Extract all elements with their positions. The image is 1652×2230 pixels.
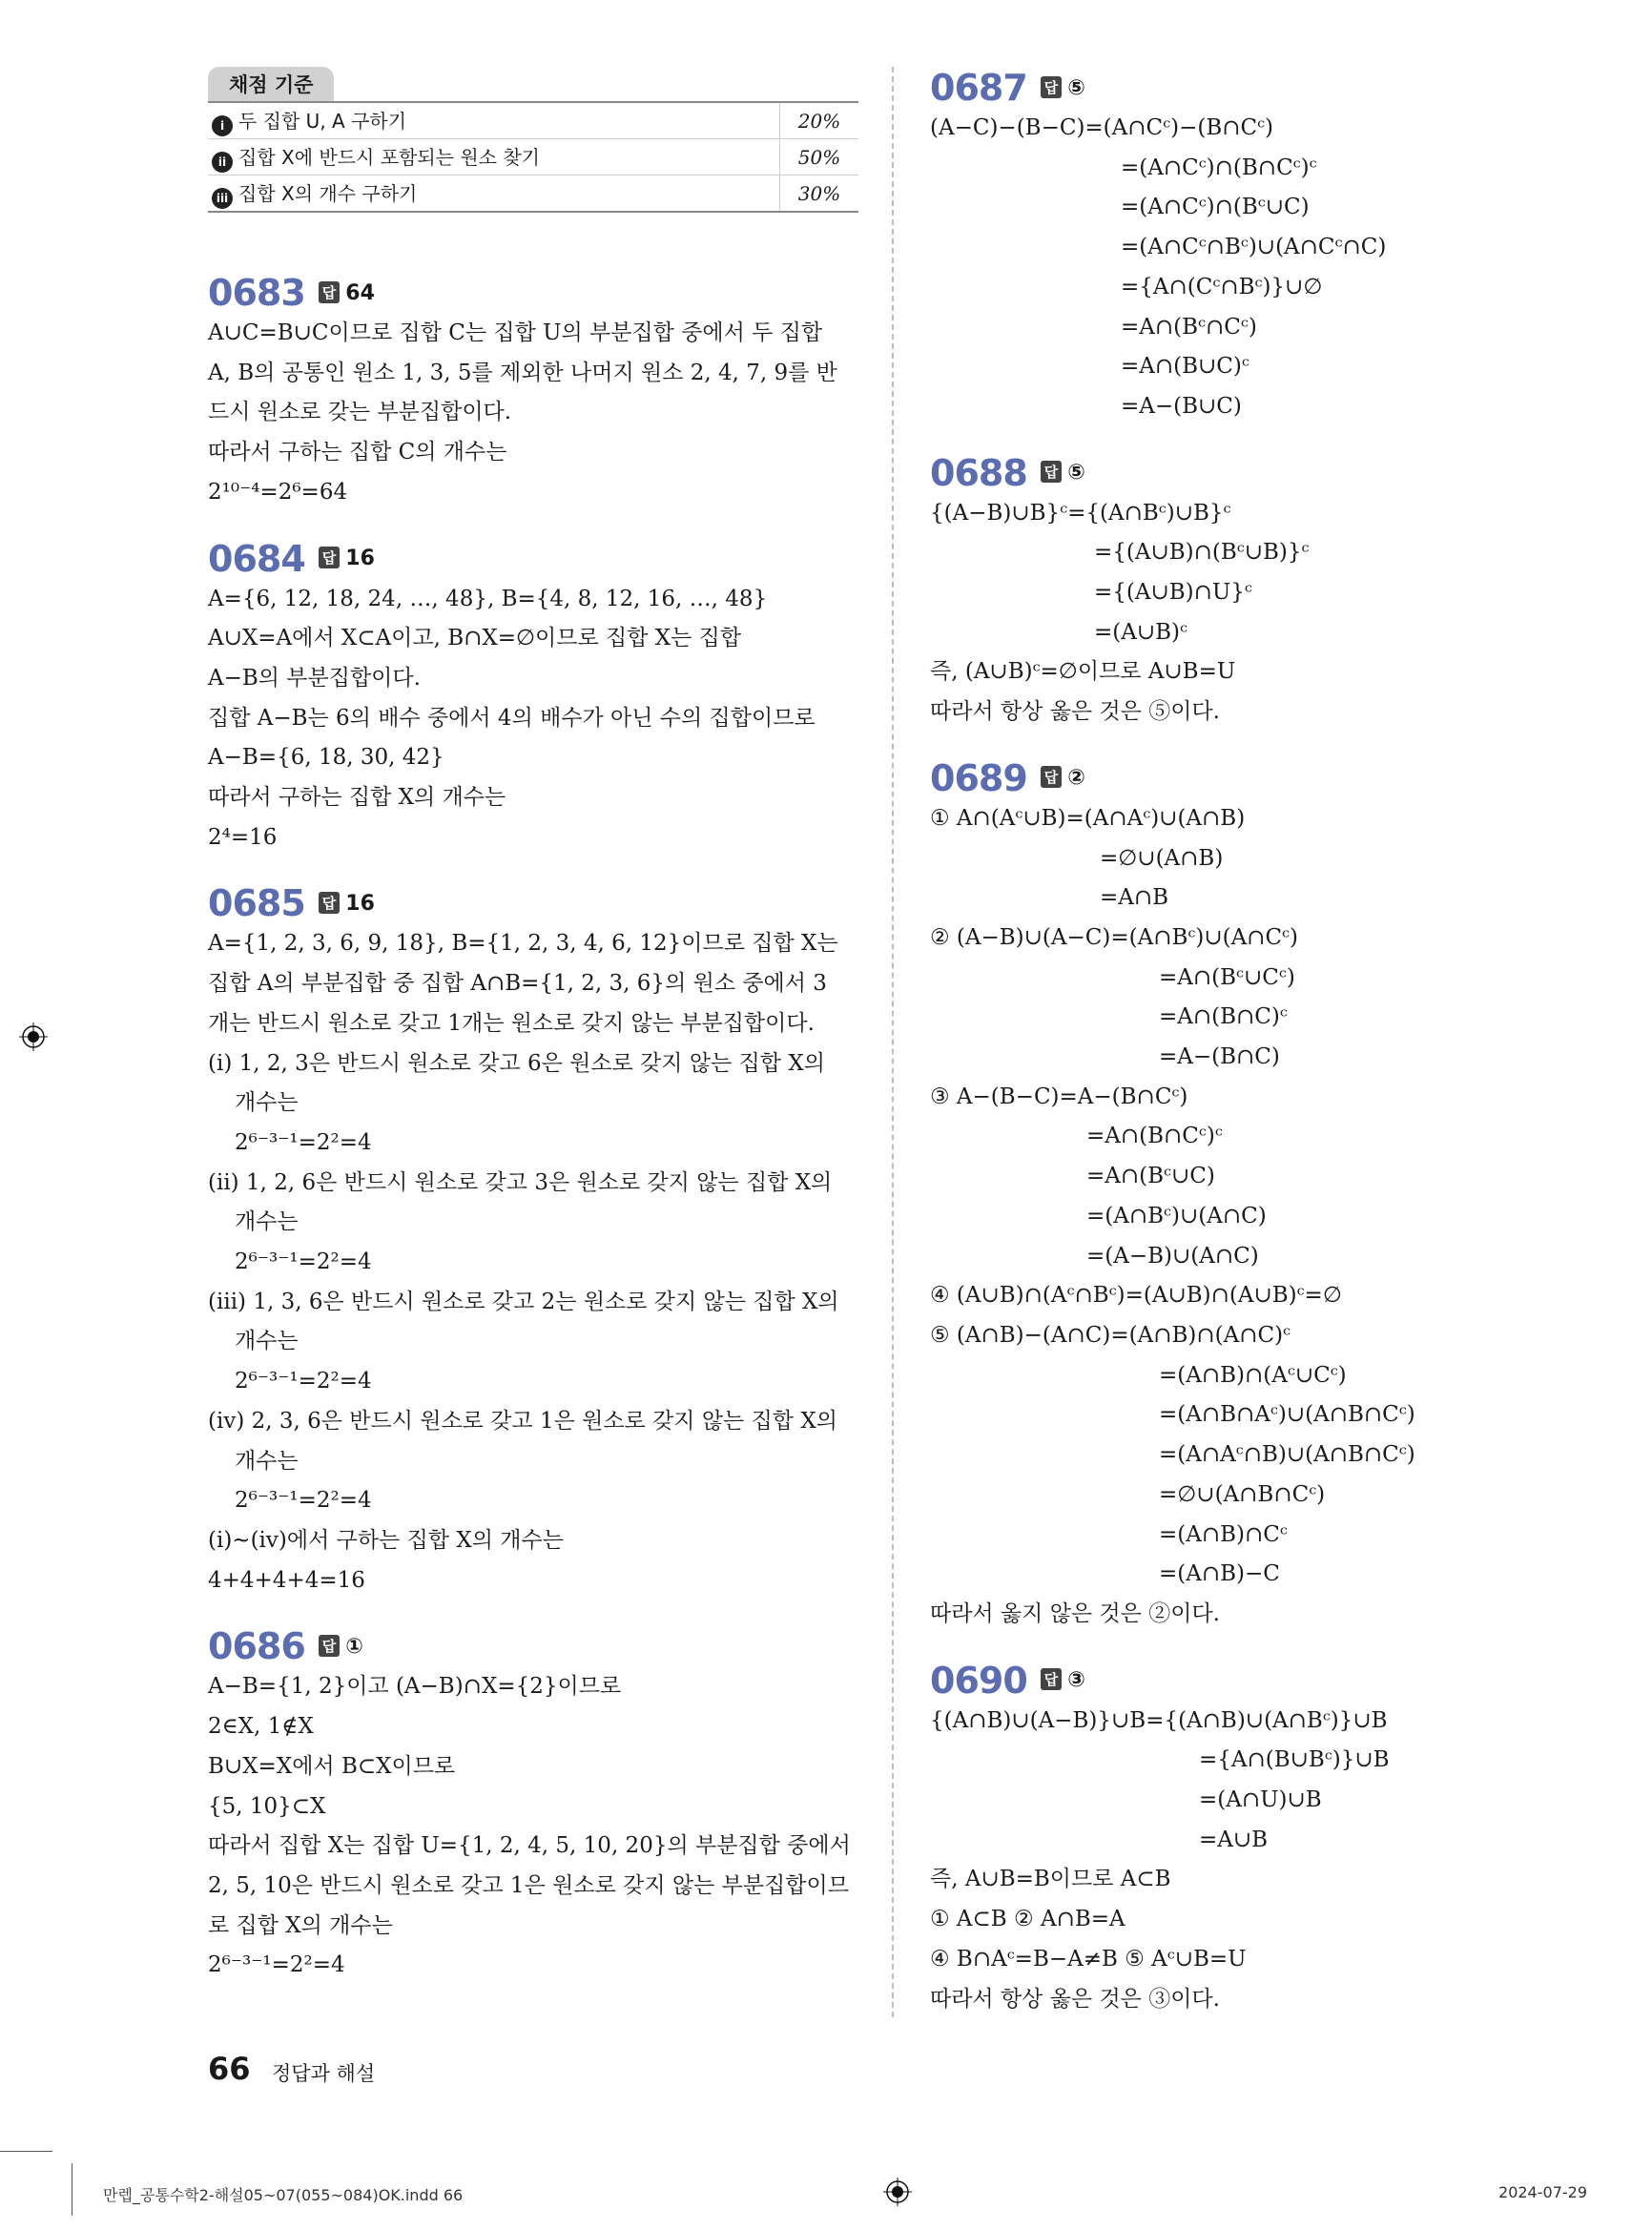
solution-line: =(A∩Cᶜ∩Bᶜ)∪(A∩Cᶜ∩C) (1121, 235, 1387, 260)
answer-tag: 답 (1041, 76, 1063, 98)
solution-line: =(A∩Bᶜ)∪(A∩C) (1086, 1203, 1267, 1229)
solution-line: ={A∩(Cᶜ∩Bᶜ)}∪∅ (1121, 274, 1323, 299)
solution-line: (ⅱ) 1, 2, 6은 반드시 원소로 갖고 3은 원소로 갖지 않는 집합 X의 (208, 1169, 833, 1195)
solution-line: (A−C)−(B−C)=(A∩Cᶜ)−(B∩Cᶜ) (930, 115, 1274, 140)
problem-header (930, 757, 1540, 799)
solution-line: 즉, (A∪B)ᶜ=∅이므로 A∪B=U (930, 659, 1236, 685)
solution-line: ② (A−B)∪(A−C)=(A∩Bᶜ)∪(A∩Cᶜ) (930, 924, 1298, 950)
solution-line: ⑤ (A∩B)−(A∩C)=(A∩B)∩(A∩C)ᶜ (930, 1322, 1291, 1348)
step-1-icon: i (212, 115, 233, 136)
answer-value: ③ (1067, 1668, 1085, 1693)
page-title: 정답과 해설 (272, 2062, 376, 2085)
solution-line: 드시 원소로 갖는 부분집합이다. (208, 400, 512, 425)
solution-line: =A∩(B∩C)ᶜ (1159, 1004, 1288, 1030)
problem-number: 0687 (930, 67, 1027, 109)
problem-header (208, 882, 858, 924)
solution-line: {(A∩B)∪(A−B)}∪B={(A∩B)∪(A∩Bᶜ)}∪B (930, 1707, 1388, 1733)
solution-line: A−B={6, 18, 30, 42} (208, 745, 444, 771)
problem-number: 0688 (930, 451, 1027, 494)
answer-tag: 답 (319, 892, 341, 914)
solution-line: =(A∪B)ᶜ (1094, 619, 1187, 645)
solution-line: A∪X=A에서 X⊂A이고, B∩X=∅이므로 집합 X는 집합 (208, 626, 742, 651)
answer-tag: 답 (1041, 766, 1063, 788)
solution-line: =(A−B)∪(A∩C) (1086, 1243, 1259, 1269)
solution-line: B∪X=X에서 B⊂X이므로 (208, 1753, 456, 1779)
rubric-row (208, 102, 858, 139)
problem-0684 (208, 538, 858, 858)
problem-header (930, 67, 1540, 109)
solution-line: =(A∩B)−C (1159, 1561, 1280, 1587)
problem-0690 (930, 1660, 1540, 2020)
solution-line: 개수는 (235, 1329, 299, 1354)
solution-line: =A∩(Bᶜ∪C) (1086, 1164, 1215, 1189)
rubric-item: 집합 X에 반드시 포함되는 원소 찾기 (238, 145, 540, 169)
solution-line: =(A∩Aᶜ∩B)∪(A∩B∩Cᶜ) (1159, 1442, 1415, 1468)
solution-line: =A∩(Bᶜ∩Cᶜ) (1121, 314, 1257, 340)
solution-line: 2⁴=16 (208, 824, 278, 850)
registration-mark-icon (883, 2178, 912, 2206)
solution-line: A={1, 2, 3, 6, 9, 18}, B={1, 2, 3, 4, 6, 12}이므로 집합 X는 (208, 931, 838, 957)
solution-line: ={A∩(B∪Bᶜ)}∪B (1199, 1747, 1390, 1773)
solution-line: 집합 A−B는 6의 배수 중에서 4의 배수가 아닌 수의 집합이므로 (208, 705, 816, 731)
solution-line: ={(A∪B)∩U}ᶜ (1094, 580, 1252, 606)
solution-line: (ⅰ)~(ⅳ)에서 구하는 집합 X의 개수는 (208, 1527, 564, 1553)
solution-line: 2∈X, 1∉X (208, 1714, 314, 1740)
problem-number: 0690 (930, 1659, 1027, 1702)
problem-0688 (930, 452, 1540, 733)
answer-badge (319, 892, 375, 916)
answer-value: 16 (345, 891, 375, 916)
column-divider (892, 67, 894, 2017)
problem-header (208, 272, 858, 314)
solution-line: 개수는 (235, 1209, 299, 1235)
solution-line: =A∩(B∪C)ᶜ (1121, 354, 1249, 380)
solution-line: 2⁶⁻³⁻¹=2²=4 (235, 1488, 372, 1514)
solution-line: ④ B∩Aᶜ=B−A≠B ⑤ Aᶜ∪B=U (930, 1946, 1247, 1972)
answer-badge (1041, 76, 1085, 100)
solution-line: {5, 10}⊂X (208, 1793, 326, 1819)
rubric-percent: 30% (780, 176, 859, 213)
solution-line: =∅∪(A∩B∩Cᶜ) (1159, 1481, 1326, 1507)
solution-line: ④ (A∪B)∩(Aᶜ∩Bᶜ)=(A∪B)∩(A∪B)ᶜ=∅ (930, 1283, 1342, 1309)
problem-number: 0689 (930, 756, 1027, 799)
answer-value: ① (345, 1634, 363, 1659)
right-column (930, 67, 1540, 2044)
registration-mark-icon (19, 1022, 48, 1051)
answer-value: ⑤ (1067, 75, 1085, 100)
grading-rubric (208, 67, 858, 213)
problem-0683 (208, 272, 858, 513)
answer-value: ② (1067, 766, 1085, 791)
solution-line: =A−(B∩C) (1159, 1044, 1280, 1070)
problem-number: 0686 (208, 1625, 305, 1668)
rubric-item: 집합 X의 개수 구하기 (238, 181, 418, 205)
answer-tag: 답 (319, 547, 341, 568)
answer-badge (319, 1635, 363, 1659)
solution-line: 개수는 (235, 1090, 299, 1116)
solution-line: =A∩(Bᶜ∪Cᶜ) (1159, 964, 1295, 990)
solution-line: 2⁶⁻³⁻¹=2²=4 (235, 1129, 372, 1155)
solution-line: =(A∩Cᶜ)∩(B∩Cᶜ)ᶜ (1121, 155, 1317, 180)
solution-line: =A−(B∪C) (1121, 393, 1242, 419)
solution-line: 로 집합 X의 개수는 (208, 1912, 393, 1938)
rubric-item: 두 집합 U, A 구하기 (238, 109, 407, 133)
answer-badge (1041, 766, 1085, 790)
rubric-percent: 50% (780, 139, 859, 176)
solution-line: (ⅰ) 1, 2, 3은 반드시 원소로 갖고 6은 원소로 갖지 않는 집합 X의 (208, 1050, 825, 1076)
solution-line: {(A−B)∪B}ᶜ={(A∩Bᶜ)∪B}ᶜ (930, 500, 1231, 526)
solution-line: =(A∩U)∪B (1199, 1787, 1322, 1813)
problem-header (208, 1625, 858, 1667)
solution-line: 따라서 항상 옳은 것은 ⑤이다. (930, 699, 1220, 725)
answer-tag: 답 (1041, 461, 1063, 483)
answer-badge (1041, 1668, 1085, 1692)
solution-line: (ⅲ) 1, 3, 6은 반드시 원소로 갖고 2는 원소로 갖지 않는 집합 X의 (208, 1289, 839, 1314)
solution-line: =∅∪(A∩B) (1100, 845, 1224, 871)
solution-line: ③ A−(B−C)=A−(B∩Cᶜ) (930, 1084, 1188, 1109)
page-number: 66 (208, 2051, 251, 2087)
rubric-table (208, 101, 858, 213)
solution-line: 따라서 옳지 않은 것은 ②이다. (930, 1600, 1220, 1626)
step-2-icon: ii (212, 152, 233, 173)
problem-0685 (208, 882, 858, 1600)
step-3-icon: iii (212, 188, 233, 209)
problem-0686 (208, 1625, 858, 1986)
solution-line: 집합 A의 부분집합 중 집합 A∩B={1, 2, 3, 6}의 원소 중에서 3 (208, 971, 827, 997)
solution-line: A, B의 공통인 원소 1, 3, 5를 제외한 나머지 원소 2, 4, 7, 9를 반 (208, 360, 837, 385)
answer-value: 16 (345, 547, 375, 571)
rubric-percent: 20% (780, 102, 859, 139)
solution-line: =A∪B (1199, 1827, 1269, 1852)
solution-line: 즉, A∪B=B이므로 A⊂B (930, 1867, 1171, 1892)
answer-tag: 답 (319, 281, 341, 303)
left-problem-list (208, 272, 858, 1986)
problem-number: 0685 (208, 882, 305, 925)
answer-badge (319, 547, 375, 570)
solution-line: 따라서 항상 옳은 것은 ③이다. (930, 1986, 1220, 2012)
solution-line: A−B={1, 2}이고 (A−B)∩X={2}이므로 (208, 1674, 622, 1700)
solution-line: =(A∩B)∩Cᶜ (1159, 1521, 1288, 1547)
rubric-row (208, 176, 858, 213)
crop-mark (0, 2151, 52, 2152)
answer-value: 64 (345, 280, 375, 305)
problem-header (930, 452, 1540, 494)
solution-line: =A∩B (1100, 885, 1169, 911)
problem-header (208, 538, 858, 580)
solution-line: A−B의 부분집합이다. (208, 665, 421, 691)
rubric-title: 채점 기준 (208, 67, 334, 101)
solution-line: 2¹⁰⁻⁴=2⁶=64 (208, 479, 348, 505)
solution-line: (ⅳ) 2, 3, 6은 반드시 원소로 갖고 1은 원소로 갖지 않는 집합 X의 (208, 1408, 837, 1434)
solution-line: =(A∩Cᶜ)∩(Bᶜ∪C) (1121, 195, 1310, 220)
right-problem-list (930, 67, 1540, 2019)
solution-line: 개수는 (235, 1448, 299, 1474)
file-slug: 만렙_공통수학2-해설05~07(055~084)OK.indd 66 (103, 2186, 464, 2204)
problem-0689 (930, 757, 1540, 1635)
solution-line: 따라서 집합 X는 집합 U={1, 2, 4, 5, 10, 20}의 부분집합 중에서 (208, 1833, 851, 1859)
solution-line: 따라서 구하는 집합 C의 개수는 (208, 440, 507, 465)
solution-line: A∪C=B∪C이므로 집합 C는 집합 U의 부분집합 중에서 두 집합 (208, 320, 823, 345)
rubric-row (208, 139, 858, 176)
answer-badge (319, 281, 375, 305)
solution-line: ① A∩(Aᶜ∪B)=(A∩Aᶜ)∪(A∩B) (930, 805, 1246, 831)
solution-line: ={(A∪B)∩(Bᶜ∪B)}ᶜ (1094, 540, 1310, 566)
problem-number: 0683 (208, 272, 305, 314)
solution-line: =(A∩B∩Aᶜ)∪(A∩B∩Cᶜ) (1159, 1402, 1415, 1428)
solution-line: 2⁶⁻³⁻¹=2²=4 (208, 1952, 345, 1978)
solution-line: 2⁶⁻³⁻¹=2²=4 (235, 1249, 372, 1275)
solution-line: =(A∩B)∩(Aᶜ∪Cᶜ) (1159, 1362, 1347, 1388)
answer-value: ⑤ (1067, 461, 1085, 485)
solution-line: 4+4+4+4=16 (208, 1567, 365, 1593)
print-date: 2024-07-29 (1498, 2183, 1587, 2201)
solution-line: 2, 5, 10은 반드시 원소로 갖고 1은 원소로 갖지 않는 부분집합이므 (208, 1872, 849, 1898)
solution-line: 2⁶⁻³⁻¹=2²=4 (235, 1369, 372, 1394)
left-column (208, 67, 858, 2011)
solution-line: ① A⊂B ② A∩B=A (930, 1907, 1125, 1932)
solution-line: 개는 반드시 원소로 갖고 1개는 원소로 갖지 않는 부분집합이다. (208, 1010, 815, 1036)
solution-line: A={6, 12, 18, 24, …, 48}, B={4, 8, 12, 16, …, 48} (208, 586, 768, 611)
answer-tag: 답 (1041, 1668, 1063, 1690)
problem-number: 0684 (208, 537, 305, 580)
answer-tag: 답 (319, 1635, 341, 1657)
solution-line: =A∩(B∩Cᶜ)ᶜ (1086, 1124, 1223, 1149)
problem-header (930, 1660, 1540, 1702)
answer-badge (1041, 461, 1085, 485)
solution-line: 따라서 구하는 집합 X의 개수는 (208, 785, 506, 811)
problem-0687 (930, 67, 1540, 427)
